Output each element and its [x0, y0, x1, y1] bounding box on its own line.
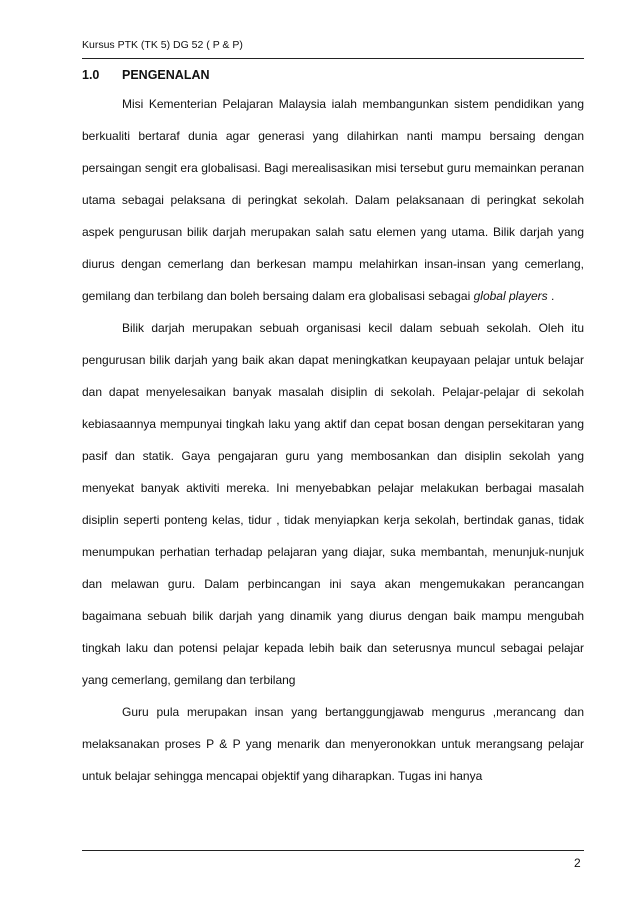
section-title: PENGENALAN	[122, 68, 210, 82]
paragraph-3: Guru pula merupakan insan yang bertanggungjawab mengurus ,merancang dan melaksanakan proses P & P yang menarik dan menyeronokkan untuk merangsang pelajar untuk belajar sehingga mencapai objektif yang diharapkan. Tugas ini hanya	[82, 705, 584, 783]
paragraph-1	[82, 88, 584, 312]
section-number: 1.0	[82, 68, 100, 82]
running-header: Kursus PTK (TK 5) DG 52 ( P & P)	[82, 39, 243, 51]
section-heading	[82, 67, 210, 83]
paragraph-1-end: .	[547, 289, 555, 303]
header-rule	[82, 58, 584, 59]
page-number: 2	[574, 856, 581, 870]
paragraph-1-text: Misi Kementerian Pelajaran Malaysia ialah membangunkan sistem pendidikan yang berkualiti bertaraf dunia agar generasi yang dilahirkan nanti mampu bersaing dengan persaingan sengit era globalisasi. Bagi merealisasikan misi tersebut guru memainkan peranan utama sebagai pelaksana di peringkat sekolah. Dalam pelaksanaan di peringkat sekolah aspek pengurusan bilik darjah merupakan salah satu elemen yang utama. Bilik darjah yang diurus dengan cemerlang dan berkesan mampu melahirkan insan-insan yang cemerlang, gemilang dan terbilang dan boleh bersaing dalam era globalisasi sebagai	[82, 97, 584, 303]
paragraph-1-emphasis: global players	[473, 289, 548, 303]
body-text	[82, 88, 584, 792]
paragraph-2: Bilik darjah merupakan sebuah organisasi kecil dalam sebuah sekolah. Oleh itu pengurusan bilik darjah yang baik akan dapat meningkatkan keupayaan pelajar untuk belajar dan dapat menyelesaikan banyak masalah disiplin di sekolah. Pelajar-pelajar di sekolah kebiasaannya mempunyai tingkah laku yang aktif dan cepat bosan dengan persekitaran yang pasif dan statik. Gaya pengajaran guru yang membosankan dan disiplin sekolah yang menyekat banyak aktiviti mereka. Ini menyebabkan pelajar melakukan berbagai masalah disiplin seperti ponteng kelas, tidur , tidak menyiapkan kerja sekolah, bertindak ganas, tidak menumpukan perhatian terhadap pelajaran yang diajar, suka membantah, menunjuk-nunjuk dan melawan guru. Dalam perbincangan ini saya akan mengemukakan perancangan bagaimana sebuah bilik darjah yang dinamik yang diurus dengan baik mampu mengubah tingkah laku dan potensi pelajar kepada lebih baik dan seterusnya muncul sebagai pelajar yang cemerlang, gemilang dan terbilang	[82, 321, 584, 687]
footer-rule	[82, 850, 584, 851]
